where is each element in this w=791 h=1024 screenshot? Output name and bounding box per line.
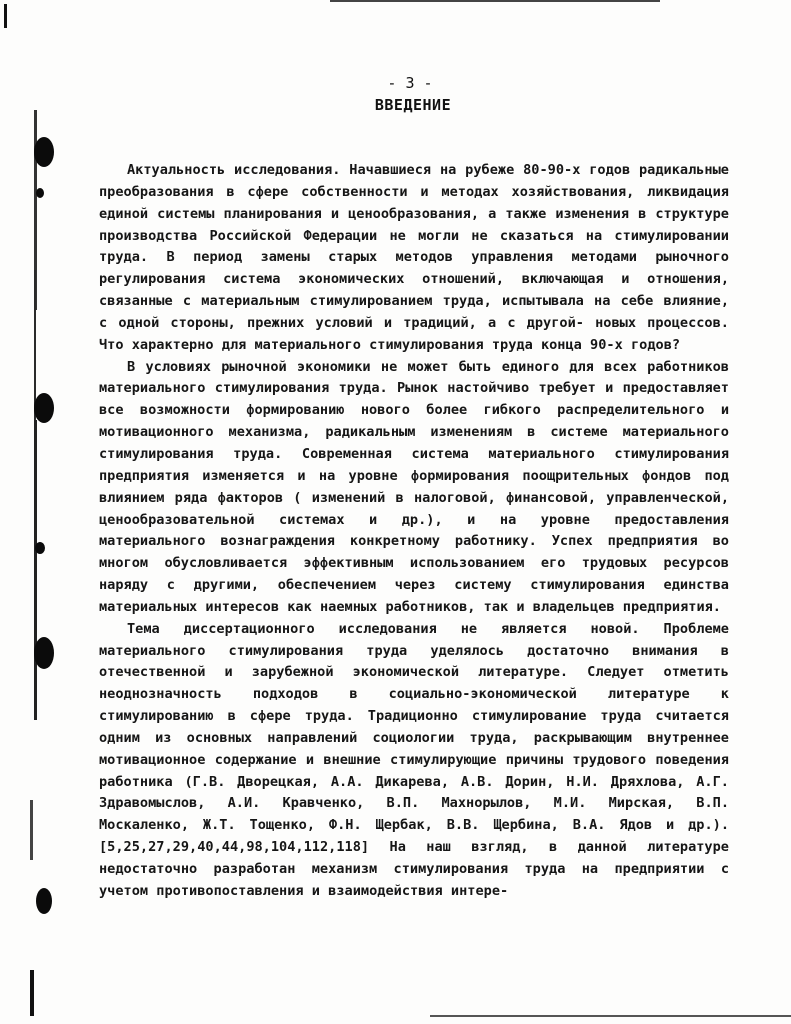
body-text bbox=[99, 160, 729, 903]
paragraph: Актуальность исследования. Начавшиеся на рубеже 80-90-х годов радикальные преобразования в сфере собственности и методах хозяйствования, ликвидация единой системы планирования и ценообразования, а также изменения в структуре производства Российской Федерации не могли не сказаться на стимулировании труда. В период замены старых методов управления методами рыночного регулирования система экономических отношений, включающая и отношения, связанные с материальным стимулированием труда, испытывала на себе влияние, с одной стороны, прежних условий и традиций, а с другой- новых процессов. Что характерно для материального стимулирования труда конца 90-х годов? bbox=[99, 162, 729, 353]
punch-hole-mark bbox=[34, 393, 54, 423]
paragraph: В условиях рыночной экономики не может быть единого для всех работников материального стимулирования труда. Рынок настойчиво требует и предоставляет все возможности формированию нового более гибкого распределительного и мотивационного механизма, радикальным изменениям в системе материального стимулирования труда. Современная система материального стимулирования предприятия изменяется и на уровне формирования поощрительных фондов под влиянием ряда факторов ( изменений в налоговой, финансовой, управленческой, ценообразовательной системах и др.), и на уровне предоставления материального вознаграждения конкретному работнику. Успех предприятия во многом обусловливается эффективным использованием его трудовых ресурсов наряду с другими, обеспечением через систему стимулирования единства материальных интересов как наемных работников, так и владельцев предприятия. bbox=[99, 358, 729, 615]
punch-hole-mark bbox=[34, 637, 54, 669]
scan-edge-mark bbox=[34, 420, 37, 720]
scan-edge-mark bbox=[30, 970, 34, 1016]
scan-bottom-rule bbox=[430, 1015, 791, 1017]
scan-edge-mark bbox=[4, 4, 7, 28]
scan-top-rule bbox=[330, 0, 660, 2]
scan-edge-mark bbox=[30, 800, 33, 860]
paragraph: Тема диссертационного исследования не является новой. Проблеме материального стимулирования труда уделялось достаточно внимания в отечественной и зарубежной экономической литературе. Следует отметить неоднозначность подходов в социально-экономической литературе к стимулированию в сфере труда. Традиционно стимулирование труда считается одним из основных направлений социологии труда, раскрывающим внутреннее мотивационное содержание и внешние стимулирующие причины трудового поведения работника (Г.В. Дворецкая, А.А. Дикарева, А.В. Дорин, Н.И. Дряхлова, А.Г. Здравомыслов, А.И. Кравченко, В.П. Махнорылов, М.И. Мирская, В.П. Москаленко, Ж.Т. Тощенко, Ф.Н. Щербак, В.В. Щербина, В.А. Ядов и др.). [5,25,27,29,40,44,98,104,112,118] На наш взгляд, в данной литературе недостаточно разработан механизм стимулирования труда на предприятии с учетом противопоставления и взаимодействия интере- bbox=[99, 620, 729, 899]
punch-hole-mark bbox=[35, 542, 45, 554]
page-number: - 3 - bbox=[387, 74, 433, 92]
punch-hole-mark bbox=[36, 188, 44, 198]
section-title: ВВЕДЕНИЕ bbox=[374, 96, 452, 114]
punch-hole-mark bbox=[36, 888, 52, 914]
punch-hole-mark bbox=[34, 137, 54, 167]
